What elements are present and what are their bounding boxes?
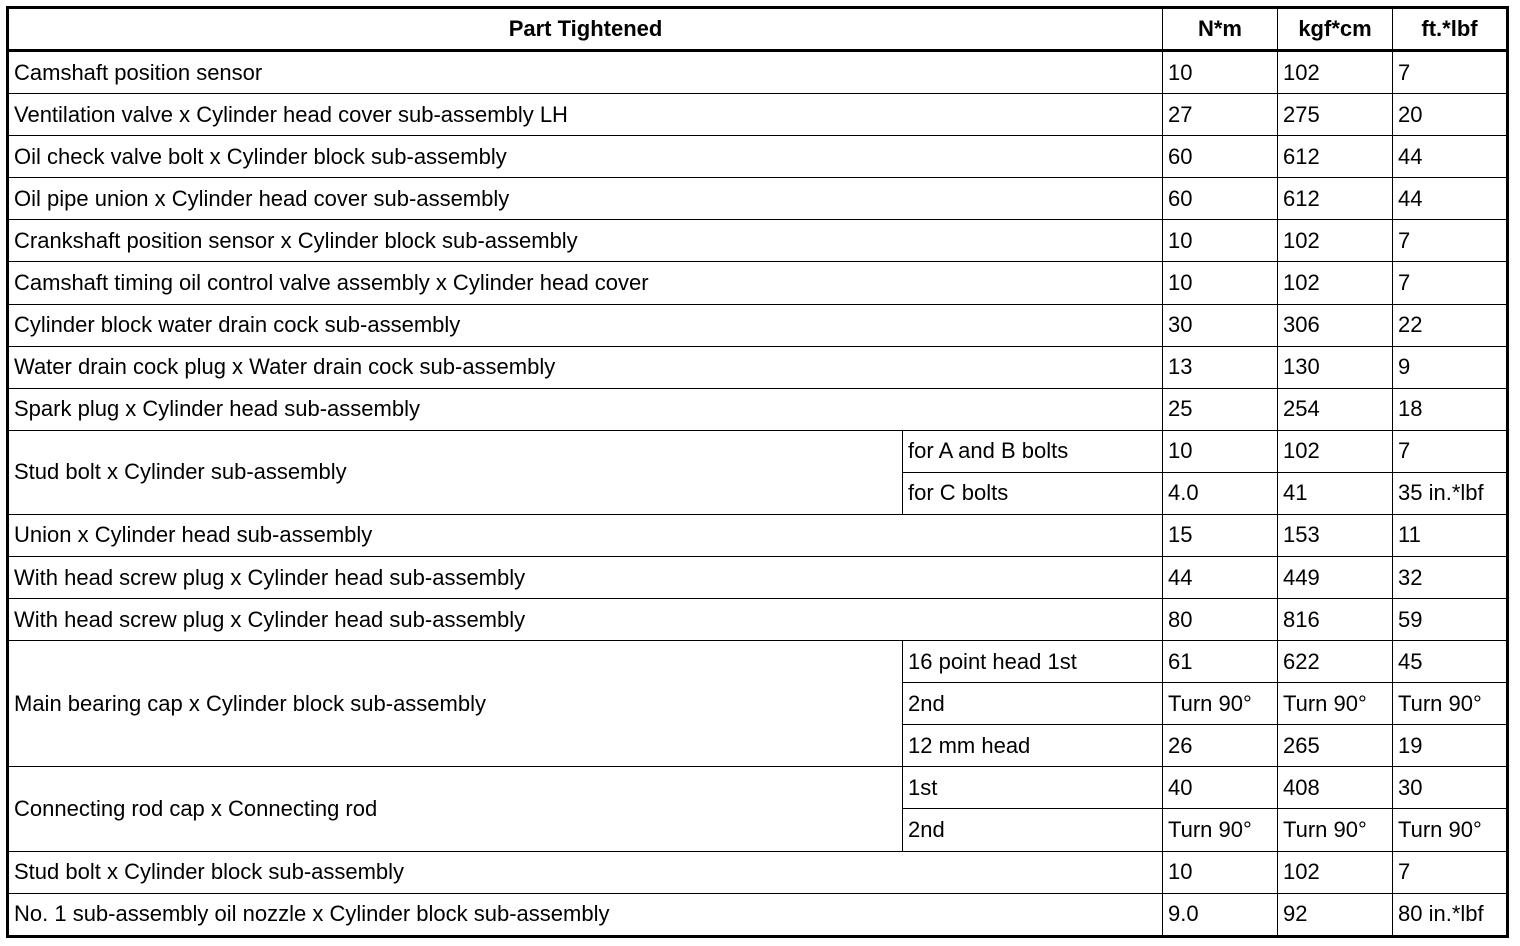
kgf-cm-cell: 275 xyxy=(1278,94,1393,136)
ft-lbf-cell: 9 xyxy=(1393,346,1508,388)
nm-cell: 60 xyxy=(1163,136,1278,178)
part-cell: Camshaft position sensor xyxy=(8,51,1163,94)
kgf-cm-cell: 408 xyxy=(1278,767,1393,809)
ft-lbf-cell: 30 xyxy=(1393,767,1508,809)
table-row xyxy=(8,346,1508,388)
header-kgf-cm: kgf*cm xyxy=(1278,8,1393,51)
table-row xyxy=(8,556,1508,598)
part-cell: Main bearing cap x Cylinder block sub-assembly xyxy=(8,641,903,767)
ft-lbf-cell: 35 in.*lbf xyxy=(1393,472,1508,514)
kgf-cm-cell: 102 xyxy=(1278,262,1393,304)
part-cell: Cylinder block water drain cock sub-assembly xyxy=(8,304,1163,346)
nm-cell: 27 xyxy=(1163,94,1278,136)
table-row xyxy=(8,388,1508,430)
ft-lbf-cell: 7 xyxy=(1393,220,1508,262)
sub-condition-cell: 2nd xyxy=(903,683,1163,725)
kgf-cm-cell: Turn 90° xyxy=(1278,809,1393,851)
kgf-cm-cell: 306 xyxy=(1278,304,1393,346)
ft-lbf-cell: 7 xyxy=(1393,262,1508,304)
kgf-cm-cell: Turn 90° xyxy=(1278,683,1393,725)
torque-spec-sheet xyxy=(6,6,1506,938)
nm-cell: 13 xyxy=(1163,346,1278,388)
table-row xyxy=(8,767,1508,809)
kgf-cm-cell: 449 xyxy=(1278,556,1393,598)
kgf-cm-cell: 102 xyxy=(1278,430,1393,472)
nm-cell: 9.0 xyxy=(1163,893,1278,936)
nm-cell: 10 xyxy=(1163,851,1278,893)
sub-condition-cell: for A and B bolts xyxy=(903,430,1163,472)
nm-cell: 10 xyxy=(1163,51,1278,94)
kgf-cm-cell: 265 xyxy=(1278,725,1393,767)
ft-lbf-cell: 11 xyxy=(1393,514,1508,556)
part-cell: Camshaft timing oil control valve assembly x Cylinder head cover xyxy=(8,262,1163,304)
ft-lbf-cell: 20 xyxy=(1393,94,1508,136)
kgf-cm-cell: 92 xyxy=(1278,893,1393,936)
nm-cell: 30 xyxy=(1163,304,1278,346)
ft-lbf-cell: 22 xyxy=(1393,304,1508,346)
kgf-cm-cell: 622 xyxy=(1278,641,1393,683)
ft-lbf-cell: 44 xyxy=(1393,178,1508,220)
nm-cell: 25 xyxy=(1163,388,1278,430)
nm-cell: 10 xyxy=(1163,220,1278,262)
part-cell: Spark plug x Cylinder head sub-assembly xyxy=(8,388,1163,430)
table-row xyxy=(8,220,1508,262)
part-cell: Stud bolt x Cylinder block sub-assembly xyxy=(8,851,1163,893)
ft-lbf-cell: 45 xyxy=(1393,641,1508,683)
table-row xyxy=(8,514,1508,556)
table-row xyxy=(8,641,1508,683)
header-part-tightened: Part Tightened xyxy=(8,8,1163,51)
torque-spec-table xyxy=(6,6,1509,938)
part-cell: Stud bolt x Cylinder sub-assembly xyxy=(8,430,903,514)
ft-lbf-cell: 18 xyxy=(1393,388,1508,430)
table-row xyxy=(8,893,1508,936)
sub-condition-cell: 2nd xyxy=(903,809,1163,851)
part-cell: Oil pipe union x Cylinder head cover sub-assembly xyxy=(8,178,1163,220)
sub-condition-cell: 16 point head 1st xyxy=(903,641,1163,683)
part-cell: With head screw plug x Cylinder head sub-assembly xyxy=(8,556,1163,598)
table-row xyxy=(8,262,1508,304)
nm-cell: 80 xyxy=(1163,599,1278,641)
kgf-cm-cell: 102 xyxy=(1278,851,1393,893)
sub-condition-cell: for C bolts xyxy=(903,472,1163,514)
part-cell: Crankshaft position sensor x Cylinder block sub-assembly xyxy=(8,220,1163,262)
nm-cell: 60 xyxy=(1163,178,1278,220)
ft-lbf-cell: 80 in.*lbf xyxy=(1393,893,1508,936)
nm-cell: 44 xyxy=(1163,556,1278,598)
table-row xyxy=(8,430,1508,472)
part-cell: Water drain cock plug x Water drain cock sub-assembly xyxy=(8,346,1163,388)
kgf-cm-cell: 816 xyxy=(1278,599,1393,641)
kgf-cm-cell: 612 xyxy=(1278,136,1393,178)
nm-cell: Turn 90° xyxy=(1163,683,1278,725)
part-cell: With head screw plug x Cylinder head sub-assembly xyxy=(8,599,1163,641)
nm-cell: 61 xyxy=(1163,641,1278,683)
part-cell: No. 1 sub-assembly oil nozzle x Cylinder block sub-assembly xyxy=(8,893,1163,936)
ft-lbf-cell: 7 xyxy=(1393,51,1508,94)
ft-lbf-cell: 32 xyxy=(1393,556,1508,598)
table-body xyxy=(8,51,1508,937)
table-row xyxy=(8,599,1508,641)
kgf-cm-cell: 254 xyxy=(1278,388,1393,430)
header-nm: N*m xyxy=(1163,8,1278,51)
ft-lbf-cell: Turn 90° xyxy=(1393,809,1508,851)
nm-cell: 10 xyxy=(1163,430,1278,472)
nm-cell: 15 xyxy=(1163,514,1278,556)
ft-lbf-cell: 59 xyxy=(1393,599,1508,641)
header-row xyxy=(8,8,1508,51)
table-row xyxy=(8,51,1508,94)
kgf-cm-cell: 102 xyxy=(1278,51,1393,94)
nm-cell: 4.0 xyxy=(1163,472,1278,514)
ft-lbf-cell: Turn 90° xyxy=(1393,683,1508,725)
kgf-cm-cell: 612 xyxy=(1278,178,1393,220)
sub-condition-cell: 1st xyxy=(903,767,1163,809)
part-cell: Union x Cylinder head sub-assembly xyxy=(8,514,1163,556)
ft-lbf-cell: 7 xyxy=(1393,430,1508,472)
table-row xyxy=(8,851,1508,893)
ft-lbf-cell: 19 xyxy=(1393,725,1508,767)
table-row xyxy=(8,94,1508,136)
nm-cell: Turn 90° xyxy=(1163,809,1278,851)
ft-lbf-cell: 44 xyxy=(1393,136,1508,178)
table-row xyxy=(8,178,1508,220)
nm-cell: 26 xyxy=(1163,725,1278,767)
sub-condition-cell: 12 mm head xyxy=(903,725,1163,767)
kgf-cm-cell: 102 xyxy=(1278,220,1393,262)
kgf-cm-cell: 153 xyxy=(1278,514,1393,556)
part-cell: Oil check valve bolt x Cylinder block sub-assembly xyxy=(8,136,1163,178)
nm-cell: 10 xyxy=(1163,262,1278,304)
part-cell: Ventilation valve x Cylinder head cover sub-assembly LH xyxy=(8,94,1163,136)
kgf-cm-cell: 41 xyxy=(1278,472,1393,514)
table-row xyxy=(8,304,1508,346)
table-row xyxy=(8,136,1508,178)
ft-lbf-cell: 7 xyxy=(1393,851,1508,893)
part-cell: Connecting rod cap x Connecting rod xyxy=(8,767,903,851)
nm-cell: 40 xyxy=(1163,767,1278,809)
header-ft-lbf: ft.*lbf xyxy=(1393,8,1508,51)
kgf-cm-cell: 130 xyxy=(1278,346,1393,388)
